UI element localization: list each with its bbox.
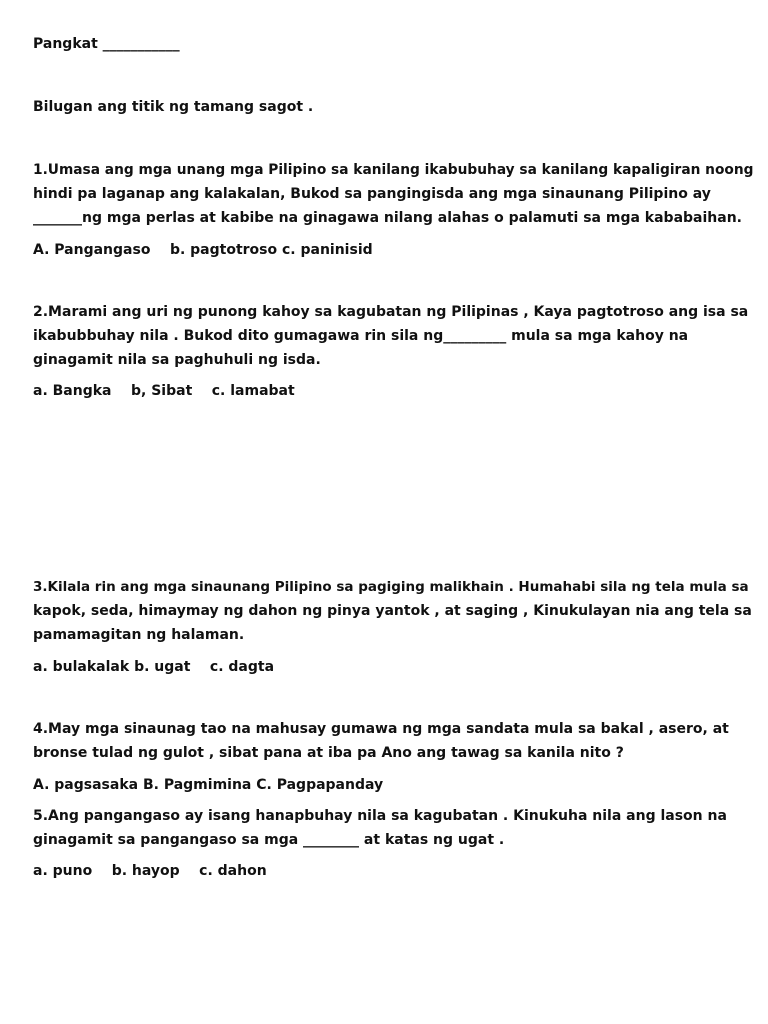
question-5-choices: a. puno b. hayop c. dahon (33, 863, 267, 879)
question-3-line-1: 3.Kilala rin ang mga sinaunang Pilipino sa pagiging malikhain . Humahabi sila ng tela mula sa (33, 579, 749, 595)
question-3-line-3: pamamagitan ng halaman. (33, 627, 245, 643)
question-3-line-2: kapok, seda, himaymay ng dahon ng pinya yantok , at saging , Kinukulayan nia ang tela sa (33, 603, 752, 619)
question-1-line-1: 1.Umasa ang mga unang mga Pilipino sa kanilang ikabubuhay sa kanilang kapaligiran noong (33, 162, 754, 178)
question-4-line-2: bronse tulad ng gulot , sibat pana at iba pa Ano ang tawag sa kanila nito ? (33, 745, 624, 761)
question-2-line-2: ikabubbuhay nila . Bukod dito gumagawa rin sila ng_________ mula sa mga kahoy na (33, 328, 689, 344)
instruction-text: Bilugan ang titik ng tamang sagot . (33, 99, 314, 115)
question-4-line-1: 4.May mga sinaunag tao na mahusay gumawa ng mga sandata mula sa bakal , asero, at (33, 721, 729, 737)
question-1-line-2: hindi pa laganap ang kalakalan, Bukod sa pangingisda ang mga sinaunang Pilipino ay (33, 186, 711, 202)
pangkat-label: Pangkat ___________ (33, 36, 180, 52)
question-1-line-3: _______ng mga perlas at kabibe na ginagawa nilang alahas o palamuti sa mga kababaihan. (33, 210, 742, 226)
question-2-choices: a. Bangka b, Sibat c. lamabat (33, 383, 295, 399)
question-4-choices: A. pagsasaka B. Pagmimina C. Pagpapanday (33, 777, 384, 793)
question-1-choices: A. Pangangaso b. pagtotroso c. paninisid (33, 242, 373, 258)
question-5-line-1: 5.Ang pangangaso ay isang hanapbuhay nila sa kagubatan . Kinukuha nila ang lason na (33, 808, 727, 824)
question-5-line-2: ginagamit sa pangangaso sa mga ________ at katas ng ugat . (33, 832, 505, 848)
question-2-line-1: 2.Marami ang uri ng punong kahoy sa kagubatan ng Pilipinas , Kaya pagtotroso ang isa sa (33, 304, 749, 320)
question-2-line-3: ginagamit nila sa paghuhuli ng isda. (33, 352, 321, 368)
question-3-choices: a. bulakalak b. ugat c. dagta (33, 659, 275, 675)
